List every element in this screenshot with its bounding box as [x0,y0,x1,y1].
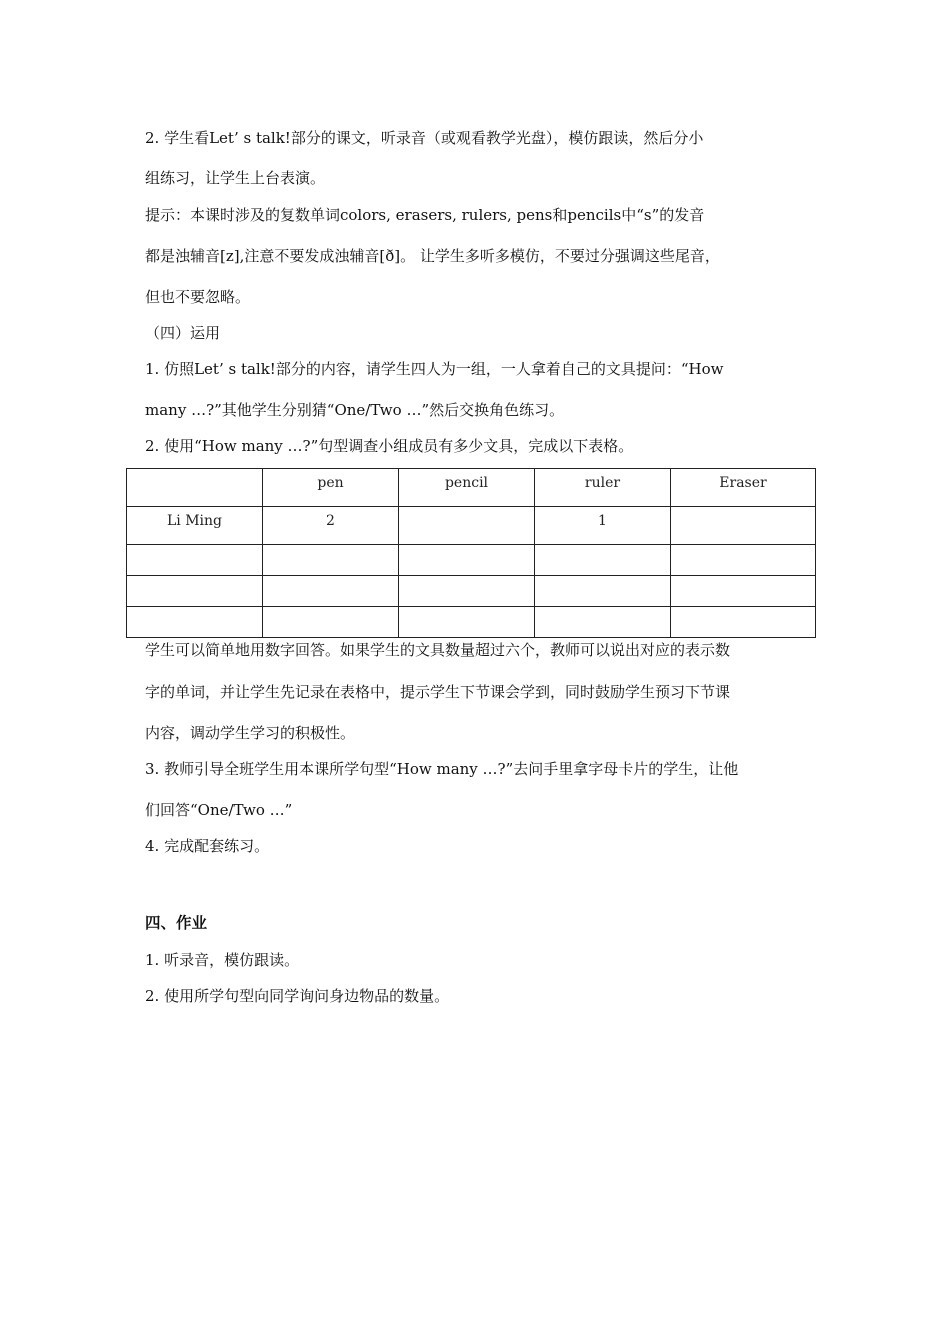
paragraph-text: 2. 学生看Let’ s talk!部分的课文，听录音（或观看教学光盘），模仿跟读，然后分小 [145,129,704,147]
paragraph-text: 学生可以简单地用数字回答。如果学生的文具数量超过六个，教师可以说出对应的表示数 [145,641,731,659]
table-cell [399,545,535,576]
table-cell [399,507,535,545]
table-row [127,507,816,545]
list-item: 2. 使用所学句型向同学询问身边物品的数量。 [145,987,450,1005]
table-cell [671,607,816,638]
tip-text: 都是浊辅音[z],注意不要发成浊辅音[ð]。 让学生多听多模仿，不要过分强调这些尾音， [145,247,720,265]
table-cell [263,607,399,638]
list-item: 们回答“One/Two …” [145,801,293,819]
table-cell [535,545,671,576]
table-header-cell: ruler [535,469,671,507]
table-row [127,607,816,638]
section-heading: （四）运用 [145,324,221,342]
list-item: 4. 完成配套练习。 [145,837,270,855]
paragraph-text: 字的单词，并让学生先记录在表格中，提示学生下节课会学到，同时鼓励学生预习下节课 [145,683,731,701]
table-cell [671,545,816,576]
table-cell: 1 [535,507,671,545]
table-header-cell: pen [263,469,399,507]
list-item: many …?”其他学生分别猜“One/Two …”然后交换角色练习。 [145,401,565,419]
table-row [127,576,816,607]
paragraph-text: 组练习，让学生上台表演。 [145,169,326,187]
table-cell [127,607,263,638]
table-cell: 2 [263,507,399,545]
table-cell [399,607,535,638]
list-item: 2. 使用“How many …?”句型调查小组成员有多少文具，完成以下表格。 [145,437,634,455]
list-item: 1. 仿照Let’ s talk!部分的内容，请学生四人为一组，一人拿着自己的文具提问：“How [145,360,724,378]
tip-text: 提示：本课时涉及的复数单词colors, erasers, rulers, pens和pencils中“s”的发音 [145,206,705,224]
table-cell [671,576,816,607]
table-cell [399,576,535,607]
table-cell [671,507,816,545]
table-cell [263,576,399,607]
table-cell [127,576,263,607]
table-header-cell: Eraser [671,469,816,507]
table-cell [263,545,399,576]
table-cell: Li Ming [127,507,263,545]
list-item: 1. 听录音，模仿跟读。 [145,951,300,969]
table-header-cell: pencil [399,469,535,507]
paragraph-text: 内容，调动学生学习的积极性。 [145,724,356,742]
stationery-survey-table [126,468,816,638]
table-header-cell [127,469,263,507]
tip-text: 但也不要忽略。 [145,288,251,306]
table-header-row [127,469,816,507]
table-cell [535,607,671,638]
homework-heading: 四、作业 [145,913,208,932]
list-item: 3. 教师引导全班学生用本课所学句型“How many …?”去问手里拿字母卡片的学生，让他 [145,760,739,778]
table-cell [127,545,263,576]
table-cell [535,576,671,607]
table-row [127,545,816,576]
